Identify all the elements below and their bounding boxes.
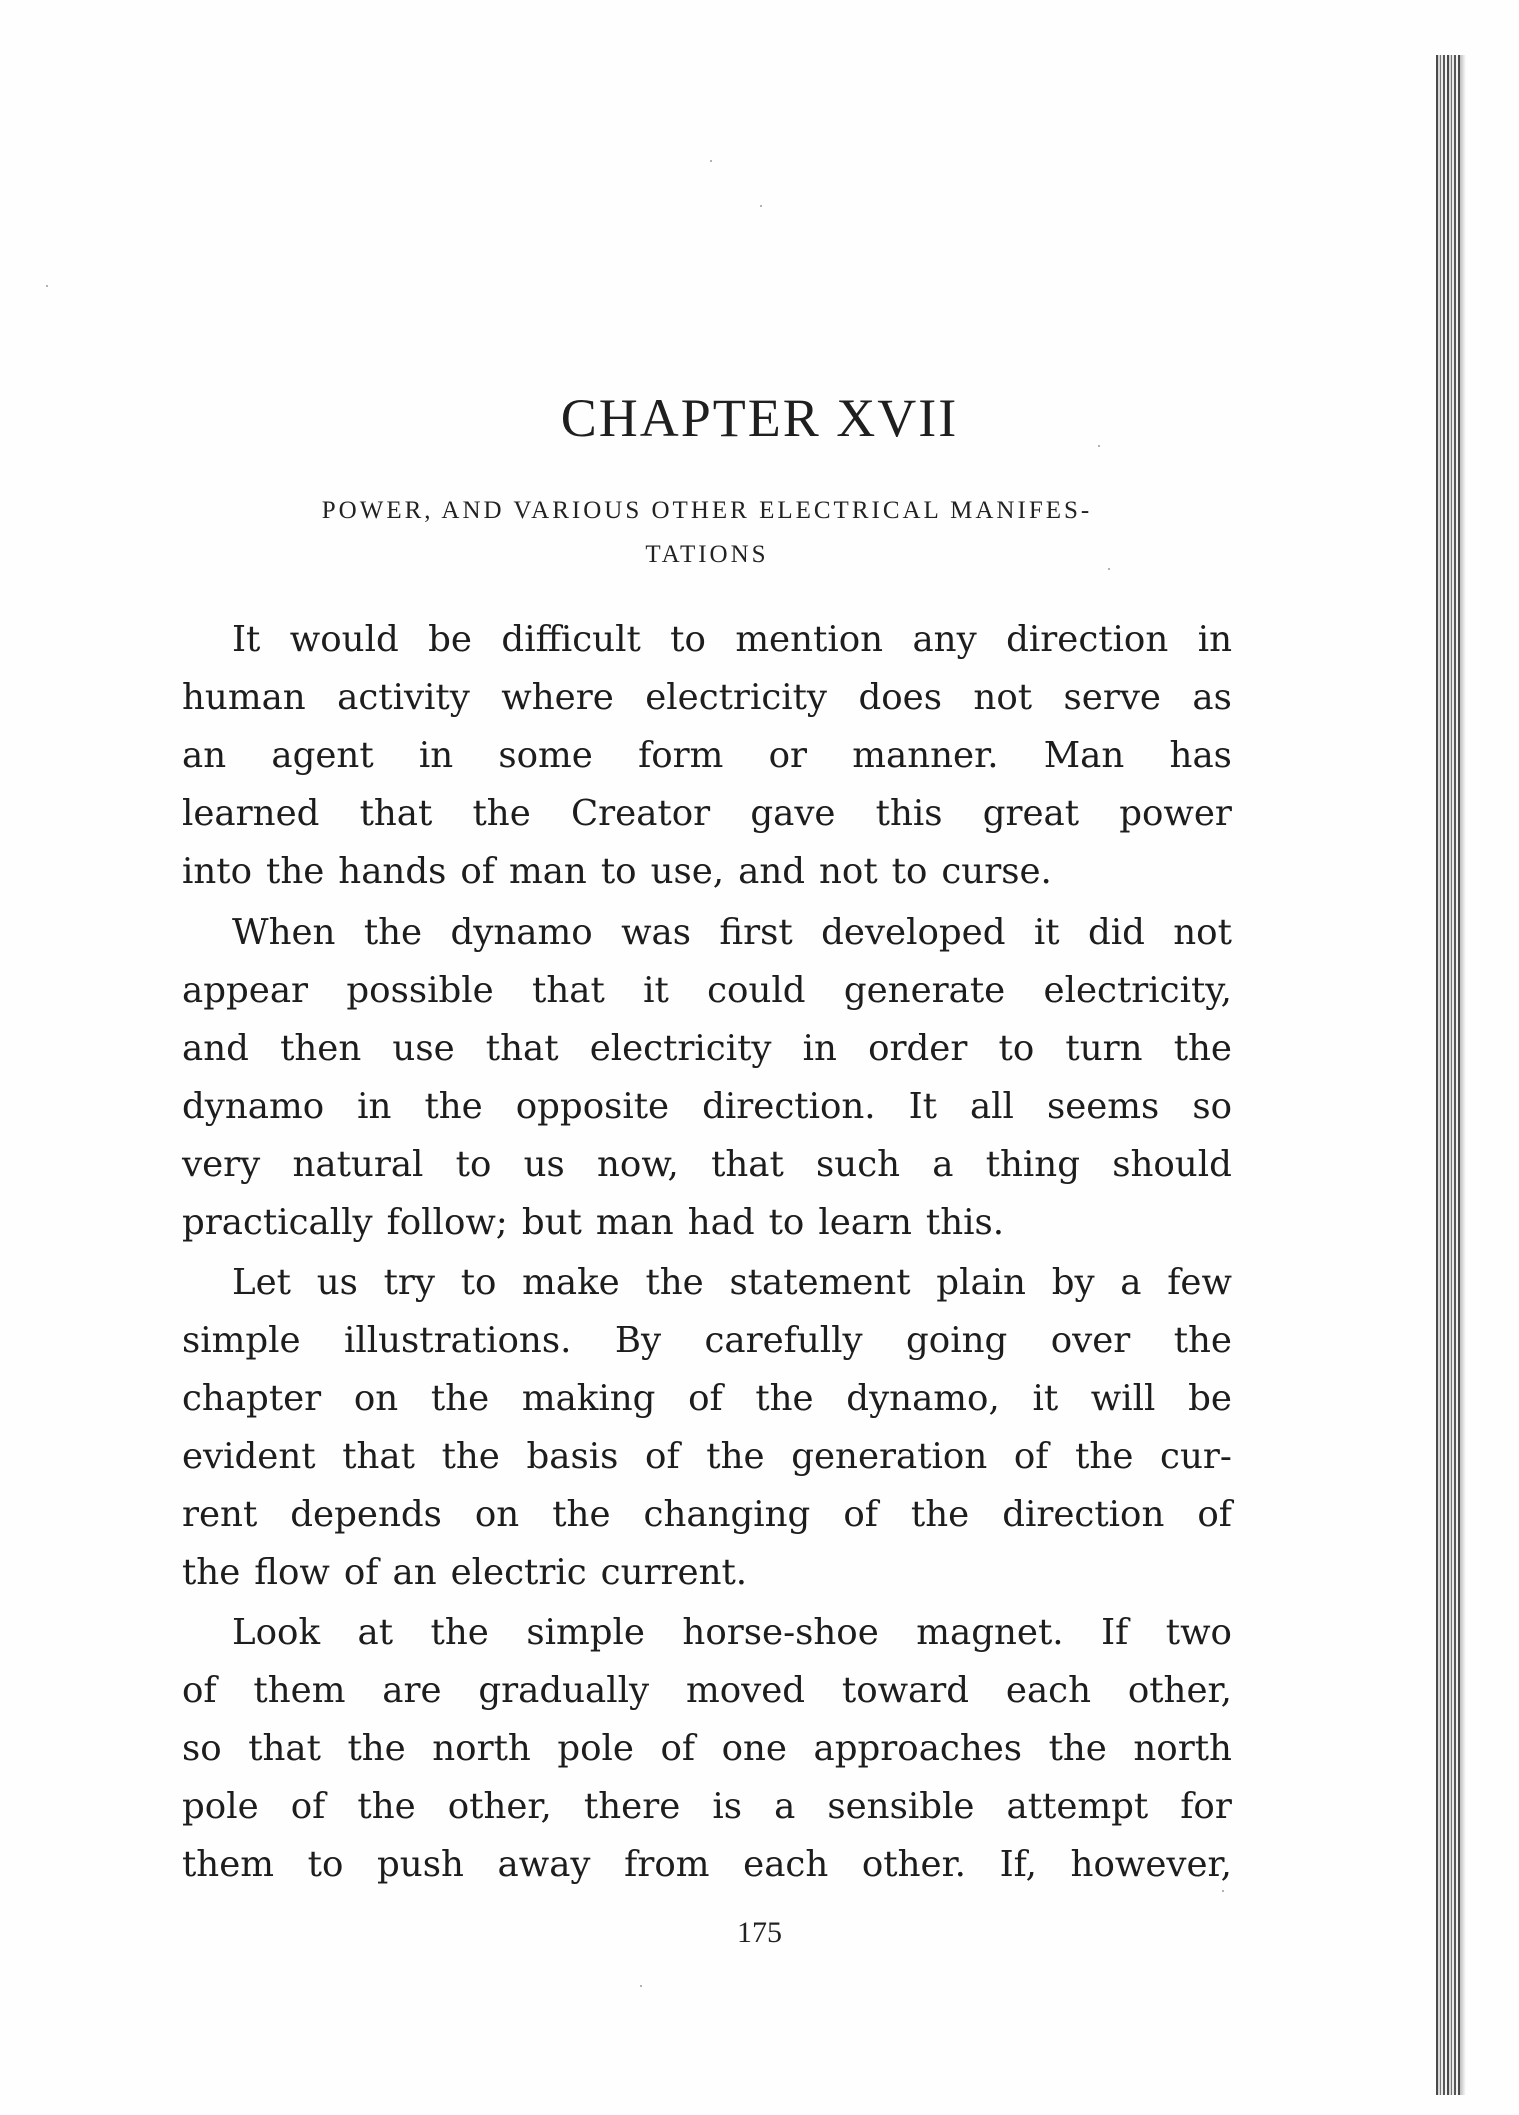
word: in: [1197, 619, 1232, 660]
text-line: [182, 1662, 1232, 1720]
text-line: [182, 1254, 1232, 1312]
scan-speck: [1222, 1890, 1224, 1892]
word: the: [363, 912, 423, 953]
word: flow: [254, 1552, 330, 1593]
text-line: [182, 1020, 1232, 1078]
word: the: [755, 1378, 814, 1419]
word: north: [1133, 1728, 1232, 1769]
word: gradually: [478, 1670, 650, 1711]
scan-speck: [760, 205, 762, 207]
paragraph-1: [182, 611, 1232, 901]
word: curse.: [941, 851, 1052, 892]
word: had: [687, 1202, 755, 1243]
scan-speck: [46, 285, 48, 287]
text-line: [182, 1312, 1232, 1370]
word: on: [353, 1378, 399, 1419]
chapter-subtitle-line-2: TATIONS: [645, 541, 769, 568]
word: very: [182, 1144, 261, 1185]
word: the: [430, 1612, 489, 1653]
word: pole: [557, 1728, 634, 1769]
word: two: [1165, 1612, 1232, 1653]
word: the: [645, 1262, 704, 1303]
word: developed: [821, 912, 1006, 953]
word: man: [595, 1202, 674, 1243]
word: chapter: [182, 1378, 322, 1419]
word: dynamo: [450, 912, 593, 953]
word: so: [182, 1728, 222, 1769]
word: of: [688, 1378, 723, 1419]
word: that: [711, 1144, 784, 1185]
word: are: [382, 1670, 442, 1711]
word: other,: [447, 1786, 552, 1827]
word: first: [719, 912, 793, 953]
word: in: [357, 1086, 392, 1127]
word: direction: [1002, 1494, 1165, 1535]
word: however,: [1070, 1844, 1232, 1885]
word: that: [359, 793, 433, 834]
word: use,: [650, 851, 725, 892]
word: this: [875, 793, 943, 834]
word: activity: [337, 677, 470, 718]
text-line: [182, 1544, 1232, 1602]
word: to: [460, 1262, 497, 1303]
text-line: [182, 1778, 1232, 1836]
word: the: [266, 851, 325, 892]
word: direction.: [702, 1086, 876, 1127]
word: the: [424, 1086, 483, 1127]
word: on: [474, 1494, 520, 1535]
word: was: [621, 912, 691, 953]
word: of: [660, 1728, 696, 1769]
word: be: [1188, 1378, 1232, 1419]
word: now,: [596, 1144, 679, 1185]
word: horse-shoe: [682, 1612, 879, 1653]
word: in: [418, 735, 454, 776]
word: attempt: [1006, 1786, 1149, 1827]
word: Look: [232, 1612, 321, 1653]
word: would: [289, 619, 399, 660]
book-spine-shadow: [1460, 55, 1466, 2095]
paragraph-2: [182, 904, 1232, 1252]
word: of: [1197, 1494, 1232, 1535]
word: seems: [1046, 1086, 1160, 1127]
text-line: [182, 1194, 1232, 1252]
word: by: [1051, 1262, 1095, 1303]
word: be: [428, 619, 472, 660]
word: of: [343, 1552, 379, 1593]
word: moved: [685, 1670, 806, 1711]
word: it: [1032, 1378, 1059, 1419]
word: the: [357, 1786, 416, 1827]
chapter-title: CHAPTER XVII: [560, 388, 959, 448]
word: It: [232, 619, 261, 660]
word: the: [910, 1494, 970, 1535]
word: could: [707, 970, 806, 1011]
word: natural: [292, 1144, 424, 1185]
word: all: [969, 1086, 1014, 1127]
word: Man: [1043, 735, 1125, 776]
word: few: [1167, 1262, 1232, 1303]
word: Creator: [570, 793, 711, 834]
word: that: [248, 1728, 321, 1769]
word: illustrations.: [344, 1320, 572, 1361]
word: north: [432, 1728, 531, 1769]
word: has: [1169, 735, 1232, 776]
word: not: [1173, 912, 1232, 953]
paragraph-3: [182, 1254, 1232, 1602]
word: the: [182, 1552, 241, 1593]
word: gave: [750, 793, 836, 834]
word: dynamo,: [846, 1378, 1000, 1419]
word: is: [712, 1786, 742, 1827]
scan-speck: [1098, 445, 1100, 447]
word: over: [1050, 1320, 1131, 1361]
word: will: [1090, 1378, 1156, 1419]
word: current.: [600, 1552, 748, 1593]
text-line: [182, 727, 1232, 785]
word: some: [498, 735, 593, 776]
word: mention: [735, 619, 884, 660]
word: dynamo: [182, 1086, 325, 1127]
word: to: [998, 1028, 1035, 1069]
word: for: [1180, 1786, 1232, 1827]
word: simple: [182, 1320, 301, 1361]
text-line: [182, 611, 1232, 669]
word: the: [1075, 1436, 1134, 1477]
word: of: [1013, 1436, 1049, 1477]
word: then: [280, 1028, 362, 1069]
word: one: [721, 1728, 787, 1769]
word: statement: [729, 1262, 911, 1303]
word: practically: [182, 1202, 373, 1243]
word: but: [521, 1202, 582, 1243]
word: toward: [841, 1670, 970, 1711]
word: cur-: [1160, 1436, 1232, 1477]
word: appear: [182, 970, 309, 1011]
word: It: [908, 1086, 937, 1127]
word: changing: [643, 1494, 811, 1535]
word: the: [1173, 1028, 1232, 1069]
word: By: [614, 1320, 662, 1361]
word: them: [182, 1844, 275, 1885]
word: the: [552, 1494, 611, 1535]
word: the: [347, 1728, 406, 1769]
word: of: [843, 1494, 878, 1535]
word: that: [485, 1028, 559, 1069]
word: of: [460, 851, 495, 892]
text-line: [182, 843, 1232, 901]
word: each: [743, 1844, 829, 1885]
word: them: [253, 1670, 346, 1711]
word: that: [532, 970, 605, 1011]
text-line: [182, 1078, 1232, 1136]
word: electricity,: [1043, 970, 1232, 1011]
text-line: [182, 1136, 1232, 1194]
word: generation: [791, 1436, 988, 1477]
word: carefully: [704, 1320, 863, 1361]
word: other.: [861, 1844, 966, 1885]
word: did: [1087, 912, 1145, 953]
word: at: [357, 1612, 394, 1653]
word: If: [1101, 1612, 1129, 1653]
text-line: [182, 1604, 1232, 1662]
word: agent: [271, 735, 374, 776]
word: possible: [346, 970, 494, 1011]
word: it: [1033, 912, 1060, 953]
word: in: [802, 1028, 837, 1069]
word: When: [232, 912, 336, 953]
word: turn: [1065, 1028, 1143, 1069]
word: as: [1192, 677, 1232, 718]
text-line: [182, 1836, 1232, 1894]
word: to: [670, 619, 706, 660]
text-line: [182, 1720, 1232, 1778]
word: the: [1173, 1320, 1232, 1361]
word: or: [768, 735, 808, 776]
scan-speck: [1108, 568, 1110, 570]
word: follow;: [386, 1202, 508, 1243]
word: such: [816, 1144, 901, 1185]
word: a: [774, 1786, 796, 1827]
word: the: [441, 1436, 500, 1477]
word: rent: [182, 1494, 258, 1535]
word: any: [912, 619, 977, 660]
word: basis: [526, 1436, 619, 1477]
word: from: [624, 1844, 710, 1885]
word: us: [316, 1262, 358, 1303]
text-line: [182, 1486, 1232, 1544]
word: plain: [936, 1262, 1026, 1303]
word: going: [906, 1320, 1008, 1361]
word: sensible: [827, 1786, 975, 1827]
word: away: [497, 1844, 591, 1885]
word: serve: [1063, 677, 1161, 718]
paragraph-4: [182, 1604, 1232, 1894]
word: making: [521, 1378, 656, 1419]
word: not: [973, 677, 1033, 718]
word: great: [982, 793, 1080, 834]
word: use: [392, 1028, 455, 1069]
text-line: [182, 785, 1232, 843]
word: does: [858, 677, 942, 718]
scan-speck: [640, 1985, 642, 1987]
word: of: [290, 1786, 326, 1827]
word: of: [182, 1670, 217, 1711]
word: a: [1120, 1262, 1142, 1303]
word: direction: [1006, 619, 1169, 660]
word: to: [455, 1144, 492, 1185]
word: and: [182, 1028, 249, 1069]
word: Let: [232, 1262, 291, 1303]
word: manner.: [852, 735, 999, 776]
word: not: [819, 851, 878, 892]
word: human: [182, 677, 306, 718]
word: should: [1112, 1144, 1232, 1185]
text-line: [182, 1428, 1232, 1486]
word: try: [383, 1262, 436, 1303]
word: the: [706, 1436, 765, 1477]
word: to: [307, 1844, 344, 1885]
word: so: [1192, 1086, 1232, 1127]
word: simple: [526, 1612, 645, 1653]
word: to: [891, 851, 928, 892]
word: hands: [338, 851, 447, 892]
word: into: [182, 851, 253, 892]
word: that: [342, 1436, 415, 1477]
word: learned: [182, 793, 320, 834]
word: us: [523, 1144, 565, 1185]
word: electric: [450, 1552, 587, 1593]
word: If,: [999, 1844, 1037, 1885]
word: learn: [818, 1202, 912, 1243]
word: man: [508, 851, 587, 892]
word: an: [392, 1552, 437, 1593]
word: evident: [182, 1436, 316, 1477]
word: to: [600, 851, 637, 892]
word: push: [377, 1844, 464, 1885]
word: an: [182, 735, 227, 776]
word: there: [583, 1786, 681, 1827]
scan-speck: [710, 160, 712, 162]
word: magnet.: [916, 1612, 1064, 1653]
word: each: [1005, 1670, 1091, 1711]
word: of: [645, 1436, 680, 1477]
word: and: [738, 851, 806, 892]
word: approaches: [813, 1728, 1023, 1769]
word: difficult: [501, 619, 641, 660]
word: to: [768, 1202, 805, 1243]
word: the: [1048, 1728, 1107, 1769]
word: power: [1119, 793, 1232, 834]
page-number: 175: [737, 1916, 782, 1949]
word: depends: [290, 1494, 442, 1535]
chapter-subtitle-line-1: POWER, AND VARIOUS OTHER ELECTRICAL MANIFES-: [321, 497, 1093, 524]
word: make: [522, 1262, 620, 1303]
text-line: [182, 904, 1232, 962]
chapter-subtitle: [182, 489, 1232, 577]
word: pole: [182, 1786, 259, 1827]
word: this.: [925, 1202, 1005, 1243]
word: a: [932, 1144, 954, 1185]
word: other,: [1127, 1670, 1232, 1711]
word: form: [638, 735, 724, 776]
word: where: [501, 677, 614, 718]
word: it: [643, 970, 669, 1011]
word: thing: [985, 1144, 1080, 1185]
word: electricity: [589, 1028, 772, 1069]
text-line: [182, 669, 1232, 727]
text-line: [182, 962, 1232, 1020]
word: the: [430, 1378, 490, 1419]
text-line: [182, 1370, 1232, 1428]
word: generate: [843, 970, 1006, 1011]
word: opposite: [515, 1086, 670, 1127]
word: the: [472, 793, 531, 834]
word: electricity: [645, 677, 828, 718]
book-spine-edge: [1436, 55, 1460, 2095]
word: order: [868, 1028, 968, 1069]
